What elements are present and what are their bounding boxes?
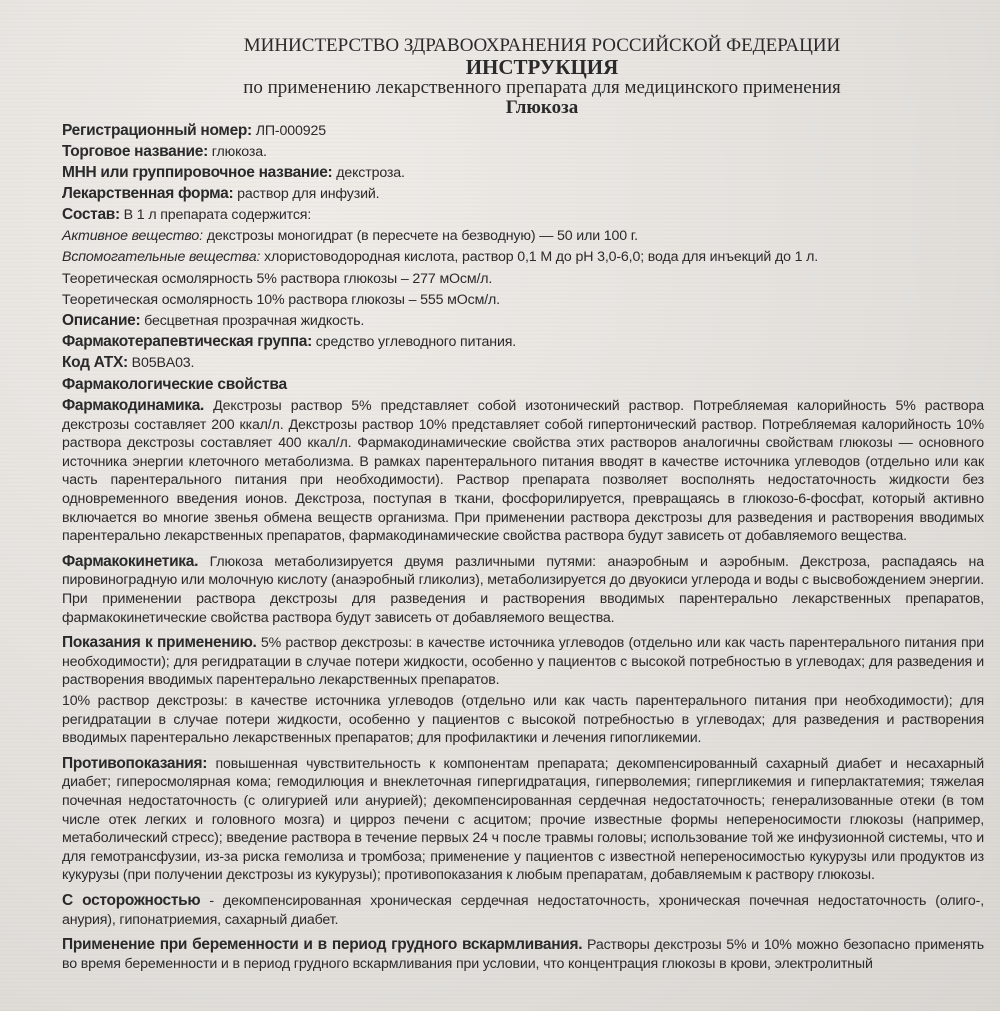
field-value: средство углеводного питания. bbox=[311, 333, 517, 350]
field-label: Регистрационный номер: bbox=[62, 121, 252, 139]
indications-paragraph bbox=[62, 634, 984, 690]
field-label: Фармакотерапевтическая группа: bbox=[62, 332, 312, 350]
field-label: Лекарственная форма: bbox=[62, 185, 234, 203]
field-value: раствор для инфузий. bbox=[233, 186, 380, 203]
field-label: Торговое название: bbox=[62, 142, 208, 160]
osmolarity-10-line: Теоретическая осмолярность 10% раствора глюкозы – 555 мОсм/л. bbox=[62, 291, 500, 308]
field-label: Описание: bbox=[62, 311, 141, 329]
pharmacodynamics-paragraph bbox=[62, 397, 984, 546]
field-value: ЛП-000925 bbox=[251, 122, 326, 139]
field-value: B05BA03. bbox=[127, 354, 195, 371]
leaflet-header bbox=[62, 36, 982, 118]
composition-field bbox=[62, 206, 984, 225]
paragraph-label: С осторожностью bbox=[62, 891, 201, 909]
field-value: В 1 л препарата содержится: bbox=[119, 207, 312, 224]
excipients-line bbox=[62, 248, 984, 267]
description-field bbox=[62, 312, 984, 331]
paragraph-text: - декомпенсированная хроническая сердечная недостаточность, хроническая почечная недостаточность (олиго-, анурия), гипонатриемия, сахарный диабет. bbox=[62, 892, 984, 928]
drug-name: Глюкоза bbox=[505, 96, 579, 118]
field-label: Состав: bbox=[62, 206, 120, 224]
leaflet-body bbox=[62, 122, 984, 973]
pharmacological-properties-heading: Фармакологические свойства bbox=[62, 376, 287, 394]
pharmacotherapeutic-group-field bbox=[62, 333, 984, 352]
caution-paragraph bbox=[62, 892, 984, 929]
document-subtitle: по применению лекарственного препарата для медицинского применения bbox=[243, 76, 841, 98]
field-value: декстрозы моногидрат (в пересчете на безводную) — 50 или 100 г. bbox=[202, 228, 638, 245]
active-substance-line bbox=[62, 227, 984, 246]
paragraph-label: Применение при беременности и в период грудного вскармливания. bbox=[62, 936, 583, 954]
paragraph-text: повышенная чувствительность к компонентам препарата; декомпенсированный сахарный диабет и несахарный диабет; гиперосмолярная кома; гемодилюция и внеклеточная гипергидратация, гиперволемия; гипергликемия и гиперлактатемия; тяжелая почечная недостаточность (с олигурией или анурией); декомпенсированная сердечная недостаточность; генерализованные отеки (в том числе отек легких и головного мозга) и цирроз печени с асцитом; прочие известные формы непереносимости глюкозы (например, метаболический стресс); введение раствора в течение первых 24 ч после травмы головы; использование той же инфузионной системы, что и для гемотрансфузии, из-за риска гемолиза и тромбоза; применение у пациентов с известной непереносимостью кукурузы или продуктов из кукурузы (при получении декстрозы из кукурузы); противопоказания к любым препаратам, добавляемым к раствору глюкозы. bbox=[62, 755, 984, 884]
contraindications-paragraph bbox=[62, 755, 984, 885]
field-label: Вспомогательные вещества: bbox=[62, 249, 261, 266]
paragraph-label: Показания к применению. bbox=[62, 634, 257, 652]
document-title: ИНСТРУКЦИЯ bbox=[465, 54, 619, 79]
pharmacokinetics-paragraph bbox=[62, 553, 984, 627]
pregnancy-paragraph bbox=[62, 936, 984, 973]
osmolarity-5-line: Теоретическая осмолярность 5% раствора глюкозы – 277 мОсм/л. bbox=[62, 270, 493, 287]
paragraph-label: Противопоказания: bbox=[62, 754, 208, 772]
field-label: Код АТХ: bbox=[62, 353, 128, 371]
field-label: МНН или группировочное название: bbox=[62, 164, 333, 182]
field-value: бесцветная прозрачная жидкость. bbox=[140, 312, 365, 329]
dosage-form-field bbox=[62, 185, 984, 204]
field-value: глюкоза. bbox=[207, 143, 267, 160]
field-label: Активное вещество: bbox=[62, 228, 203, 245]
field-value: хлористоводородная кислота, раствор 0,1 М до рН 3,0-6,0; вода для инъекций до 1 л. bbox=[260, 249, 819, 266]
paragraph-text: Глюкоза метаболизируется двумя различными путями: анаэробным и аэробным. Декстроза, распадаясь на пировиноградную или молочную кислоту (анаэробный гликолиз), метаболизируется до двуокиси углерода и воды с высвобождением энергии. При применении раствора декстрозы для разведения и растворения вводимых парентерально лекарственных препаратов, фармакокинетические свойства раствора будут зависеть от добавляемого вещества. bbox=[62, 553, 984, 626]
paragraph-label: Фармакокинетика. bbox=[62, 552, 199, 570]
atc-code-field bbox=[62, 354, 984, 373]
ministry-heading: МИНИСТЕРСТВО ЗДРАВООХРАНЕНИЯ РОССИЙСКОЙ ФЕДЕРАЦИИ bbox=[243, 35, 841, 56]
indications-10-paragraph: 10% раствор декстрозы: в качестве источника углеводов (отдельно или как часть парентерального питания при необходимости); для регидратации в случае потери жидкости, особенно у пациентов с высокой потребностью в углеводах; для разведения и растворения вводимых парентерально лекарственных препаратов; для профилактики и лечения гипогликемии. bbox=[62, 692, 984, 747]
paragraph-text: Растворы декстрозы 5% и 10% можно безопасно применять во время беременности и в период грудного вскармливания при условии, что концентрация глюкозы в крови, электролитный bbox=[62, 937, 984, 972]
registration-number-field bbox=[62, 122, 984, 141]
paragraph-label: Фармакодинамика. bbox=[62, 397, 205, 415]
trade-name-field bbox=[62, 143, 984, 162]
field-value: декстроза. bbox=[332, 165, 405, 182]
paragraph-text: Декстрозы раствор 5% представляет собой изотонический раствор. Потребляемая калорийность 5% раствора декстрозы составляет 200 ккал/л. Декстрозы раствор 10% представляет собой гипертонический раствор. Потребляемая калорийность 10% раствора декстрозы составляет 400 ккал/л. Фармакодинамические свойства этих растворов аналогичны свойствам глюкозы — основного источника энергии клеточного метаболизма. В рамках парентерального питания вводят в качестве источника углеводов (отдельно или как часть парентерального питания при необходимости). Раствор препарата позволяет восполнять недостаточность жидкости без одновременного введения ионов. Декстроза, поступая в ткани, фосфорилируется, превращаясь в глюкозо-6-фосфат, который активно включается во многие звенья обмена веществ организма. При применении раствора декстрозы для разведения и растворения вводимых парентерально лекарственных препаратов, фармакодинамические свойства раствора будут зависеть от добавляемого вещества. bbox=[62, 398, 984, 545]
paragraph-text: 5% раствор декстрозы: в качестве источника углеводов (отдельно или как часть парентерального питания при необходимости); для регидратации в случае потери жидкости, особенно у пациентов с высокой потребностью в углеводах; для разведения и растворения вводимых парентерально лекарственных препаратов. bbox=[62, 635, 984, 689]
inn-field bbox=[62, 164, 984, 183]
